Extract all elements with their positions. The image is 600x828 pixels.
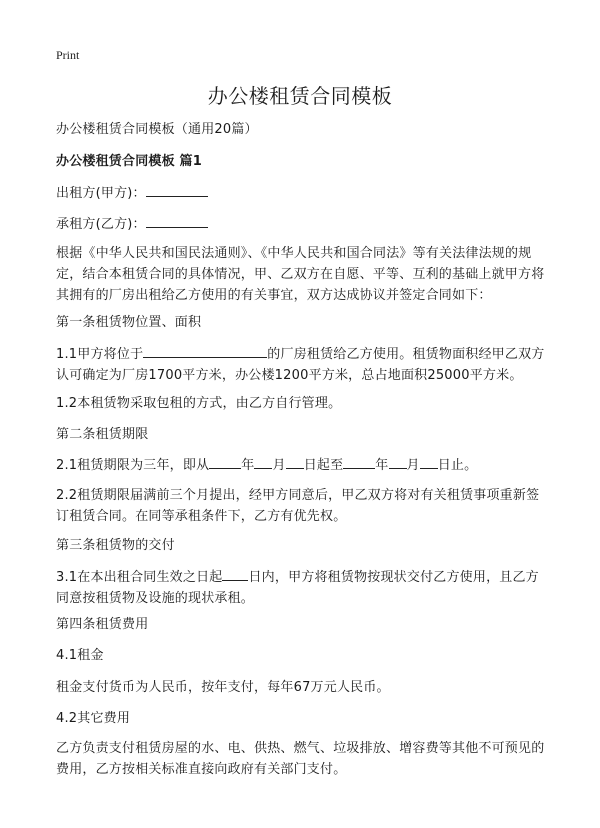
other-fees-paragraph: 乙方负责支付租赁房屋的水、电、供热、燃气、垃圾排放、增容费等其他不可预见的费用，乙方按相关标准直接向政府有关部门支付。 [56, 741, 545, 777]
clause-3-1-prefix: 3.1在本出租合同生效之日起 [56, 570, 223, 585]
print-link[interactable]: Print [56, 48, 80, 62]
end-day-blank [420, 454, 438, 469]
days-blank [222, 566, 248, 581]
end-month-blank [389, 454, 407, 469]
section-heading: 办公楼租赁合同模板 篇1 [56, 154, 202, 169]
clause-1-2: 1.2本租赁物采取包租的方式，由乙方自行管理。 [56, 396, 342, 411]
start-day-blank [286, 454, 304, 469]
clause-2-1-to-label: 日起至 [303, 458, 344, 473]
document-title: 办公楼租赁合同模板 [207, 84, 393, 108]
clause-2-1-end-label: 日止。 [437, 458, 478, 473]
article2-heading: 第二条租赁期限 [56, 427, 149, 442]
article1-heading: 第一条租赁物位置、面积 [56, 315, 202, 330]
clause-1-1-suffix: 的厂房租赁给乙方使用。租赁物面积经甲乙双方认可确定为厂房1700平方米，办公楼1200平方米，总占地面积25000平方米。 [56, 347, 545, 383]
clause-3-1 [56, 566, 546, 609]
document-subtitle: 办公楼租赁合同模板（通用20篇） [56, 122, 258, 137]
clause-4-2: 4.2其它费用 [56, 711, 131, 726]
lessee-line [56, 213, 546, 235]
clause-2-1-end-month-label: 月 [406, 458, 420, 473]
start-month-blank [254, 454, 272, 469]
rent-paragraph: 租金支付货币为人民币，按年支付，每年67万元人民币。 [56, 680, 390, 695]
location-blank [143, 343, 267, 358]
clause-2-1-year-label: 年 [241, 458, 255, 473]
lessor-blank [146, 182, 208, 197]
clause-3-1-suffix: 日内，甲方将租赁物按现状交付乙方使用，且乙方同意按租赁物及设施的现状承租。 [56, 570, 539, 606]
clause-4-1: 4.1租金 [56, 648, 104, 663]
clause-1-1 [56, 343, 546, 386]
lessor-line [56, 182, 546, 204]
clause-2-1-month-label: 月 [272, 458, 286, 473]
clause-2-1-text: 2.1租赁期限为三年，即从 [56, 458, 210, 473]
article4-heading: 第四条租赁费用 [56, 617, 149, 632]
article3-heading: 第三条租赁物的交付 [56, 538, 175, 553]
lessor-label: 出租方(甲方)： [56, 186, 146, 201]
clause-2-1-end-year-label: 年 [375, 458, 389, 473]
intro-paragraph: 根据《中华人民共和国民法通则》、《中华人民共和国合同法》等有关法律法规的规定，结合本租赁合同的具体情况，甲、乙双方在自愿、平等、互利的基础上就甲方将其拥有的厂房出租给乙方使用的有关事宜，双方达成协议并签定合同如下： [56, 246, 545, 303]
start-year-blank [209, 454, 241, 469]
lessee-blank [146, 213, 208, 228]
clause-2-1 [56, 454, 546, 476]
clause-2-2: 2.2租赁期限届满前三个月提出，经甲方同意后，甲乙双方将对有关租赁事项重新签订租赁合同。在同等承租条件下，乙方有优先权。 [56, 488, 540, 524]
clause-1-1-prefix: 1.1甲方将位于 [56, 347, 144, 362]
lessee-label: 承租方(乙方)： [56, 217, 146, 232]
end-year-blank [343, 454, 375, 469]
